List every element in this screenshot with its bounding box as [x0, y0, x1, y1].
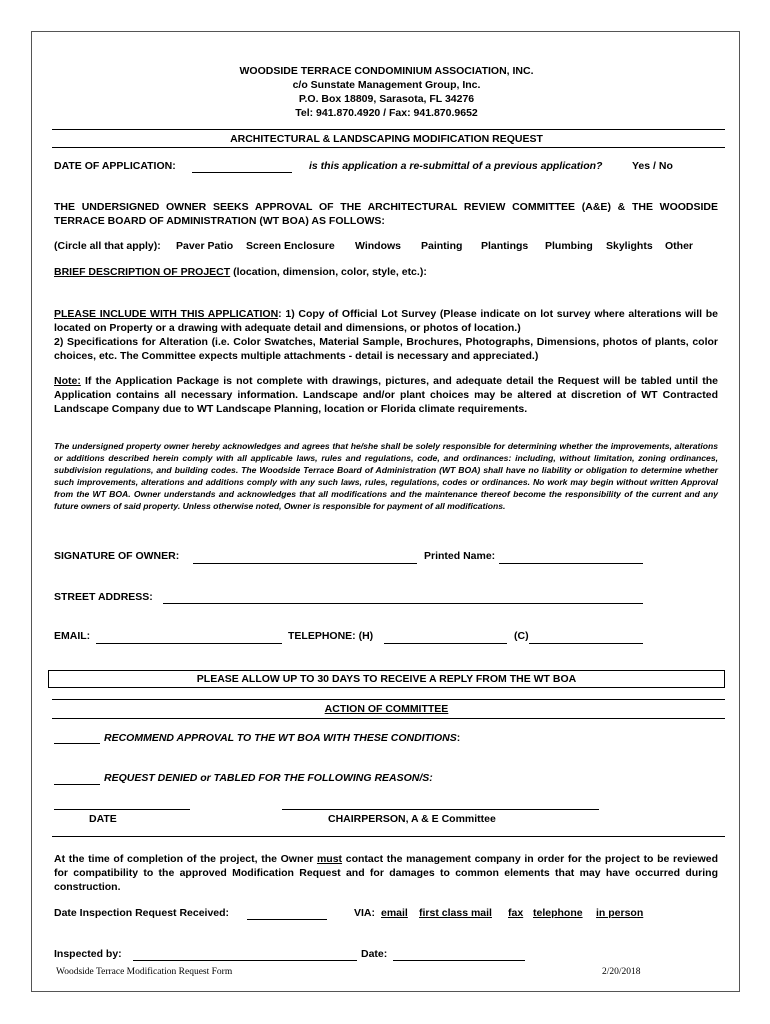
undersigned-statement: THE UNDERSIGNED OWNER SEEKS APPROVAL OF THE ARCHITECTURAL REVIEW COMMITTEE (A&E) & THE WOODSIDE TERRACE BOARD OF ADMINISTRATION (WT BOA) AS FOLLOWS:	[54, 201, 718, 227]
via-in-person[interactable]: in person	[596, 907, 644, 919]
street-address-label: STREET ADDRESS:	[54, 591, 153, 603]
signature-label: SIGNATURE OF OWNER:	[54, 550, 180, 562]
org-phone-fax: Tel: 941.870.4920 / Fax: 941.870.9652	[295, 107, 478, 119]
note-label: Note:	[54, 375, 81, 387]
include-text-2: 2) Specifications for Alteration (i.e. Color Swatches, Material Sample, Brochures, Photographs, Dimensions, photos of plants, color choices, etc. The Committee expects multiple attachments - detail is necessary and appreciated.)	[54, 336, 718, 362]
org-name: WOODSIDE TERRACE CONDOMINIUM ASSOCIATION, INC.	[239, 65, 534, 77]
option-screen-enclosure[interactable]: Screen Enclosure	[246, 240, 335, 252]
reply-notice-box	[48, 670, 725, 688]
inspected-by-label: Inspected by:	[54, 948, 122, 960]
org-address: P.O. Box 18809, Sarasota, FL 34276	[298, 93, 475, 105]
divider	[52, 129, 725, 130]
telephone-h-field[interactable]	[384, 643, 507, 644]
reply-notice: PLEASE ALLOW UP TO 30 DAYS TO RECEIVE A REPLY FROM THE WT BOA	[196, 673, 577, 685]
completion-text-after: contact the management company in order for the project to be reviewed for compatibility to the approved Modification Request and for damages to common elements that may have occurred during construction.	[54, 853, 718, 893]
chairperson-signature-field[interactable]	[282, 809, 599, 810]
telephone-c-field[interactable]	[529, 643, 643, 644]
via-email[interactable]: email	[381, 907, 408, 919]
committee-title: ACTION OF COMMITTEE	[324, 703, 449, 715]
divider	[52, 718, 725, 719]
recommend-text: RECOMMEND APPROVAL TO THE WT BOA WITH THESE CONDITIONS	[104, 732, 457, 744]
form-page	[31, 31, 740, 992]
request-denied: REQUEST DENIED or TABLED FOR THE FOLLOWING REASON/S:	[104, 772, 433, 784]
divider	[52, 836, 725, 837]
include-label: PLEASE INCLUDE WITH THIS APPLICATION	[54, 308, 279, 320]
chairperson-label: CHAIRPERSON, A & E Committee	[328, 813, 496, 825]
brief-description-hint: (location, dimension, color, style, etc.):	[233, 266, 427, 278]
inspection-date-label: Date Inspection Request Received:	[54, 907, 230, 919]
divider	[52, 699, 725, 700]
divider	[52, 147, 725, 148]
completion-paragraph	[54, 852, 718, 894]
date-of-application-label: DATE OF APPLICATION:	[54, 160, 176, 172]
form-title: ARCHITECTURAL & LANDSCAPING MODIFICATION REQUEST	[230, 133, 543, 145]
completion-must: must	[316, 853, 343, 865]
signature-field[interactable]	[193, 563, 417, 564]
footer-date: 2/20/2018	[602, 967, 641, 977]
via-label: VIA:	[354, 907, 375, 919]
include-paragraph	[54, 307, 718, 363]
brief-description-label: BRIEF DESCRIPTION OF PROJECT	[54, 266, 231, 278]
option-painting[interactable]: Painting	[421, 240, 463, 252]
recommend-colon: :	[456, 732, 461, 744]
option-paver-patio[interactable]: Paver Patio	[176, 240, 234, 252]
telephone-h-label: TELEPHONE: (H)	[288, 630, 374, 642]
recommend-checkbox-line[interactable]	[54, 743, 100, 744]
recommend-approval	[104, 732, 460, 744]
acknowledgement: The undersigned property owner hereby acknowledges and agrees that he/she shall be solely responsible for determining whether the improvements, alterations or additions described herein comply with all applicable laws, rules and regulations, code, and ordinances: including, without limitation, zoning ordinances, subdivision regulations, and building codes. The Woodside Terrace Board of Administration (WT BOA) shall have no liability or obligation to determine whether such improvements, alterations and additions comply with any such laws, rules, regulations, codes or ordinances. No work may begin without written Approval from the WT BOA. Owner understands and acknowledges that all modifications and the maintenance thereof become the responsibility of the current and any future owners of said property. Unless otherwise noted, Owner is responsible for payment of all modifications.	[54, 441, 718, 511]
committee-date-field[interactable]	[54, 809, 190, 810]
inspected-date-field[interactable]	[393, 960, 525, 961]
resubmittal-question: is this application a re-submittal of a previous application?	[309, 160, 603, 172]
footer-form-name: Woodside Terrace Modification Request Form	[56, 967, 233, 977]
via-fax[interactable]: fax	[508, 907, 524, 919]
printed-name-field[interactable]	[499, 563, 643, 564]
option-plumbing[interactable]: Plumbing	[545, 240, 593, 252]
care-of: c/o Sunstate Management Group, Inc.	[292, 79, 481, 91]
note-text: If the Application Package is not complete with drawings, pictures, and adequate detail the Request will be tabled until the Application contains all necessary information. Landscape and/or plant choices may be altered at discretion of WT Contracted Landscape Company due to WT Landscape Planning, location or Florida climate requirements.	[54, 375, 718, 415]
via-telephone[interactable]: telephone	[533, 907, 583, 919]
via-first-class-mail[interactable]: first class mail	[419, 907, 492, 919]
circle-label: (Circle all that apply):	[54, 240, 161, 252]
denied-checkbox-line[interactable]	[54, 784, 100, 785]
telephone-c-label: (C)	[514, 630, 529, 642]
option-plantings[interactable]: Plantings	[481, 240, 529, 252]
email-label: EMAIL:	[54, 630, 91, 642]
option-windows[interactable]: Windows	[355, 240, 401, 252]
include-text-1: : 1) Copy of Official Lot Survey (Please indicate on lot survey where alterations will be located on Property or a drawing with adequate detail and dimensions, or photos of location.)	[54, 308, 718, 334]
street-address-field[interactable]	[163, 603, 643, 604]
completion-text-before: At the time of completion of the project, the Owner	[54, 853, 317, 865]
inspected-date-label: Date:	[361, 948, 388, 960]
date-of-application-field[interactable]	[192, 172, 292, 173]
option-other[interactable]: Other	[665, 240, 694, 252]
email-field[interactable]	[96, 643, 282, 644]
printed-name-label: Printed Name:	[424, 550, 496, 562]
note-paragraph	[54, 374, 718, 416]
inspected-by-field[interactable]	[133, 960, 357, 961]
resubmittal-options[interactable]: Yes / No	[632, 160, 673, 172]
inspection-date-field[interactable]	[247, 919, 327, 920]
option-skylights[interactable]: Skylights	[606, 240, 653, 252]
committee-date-label: DATE	[89, 813, 117, 825]
